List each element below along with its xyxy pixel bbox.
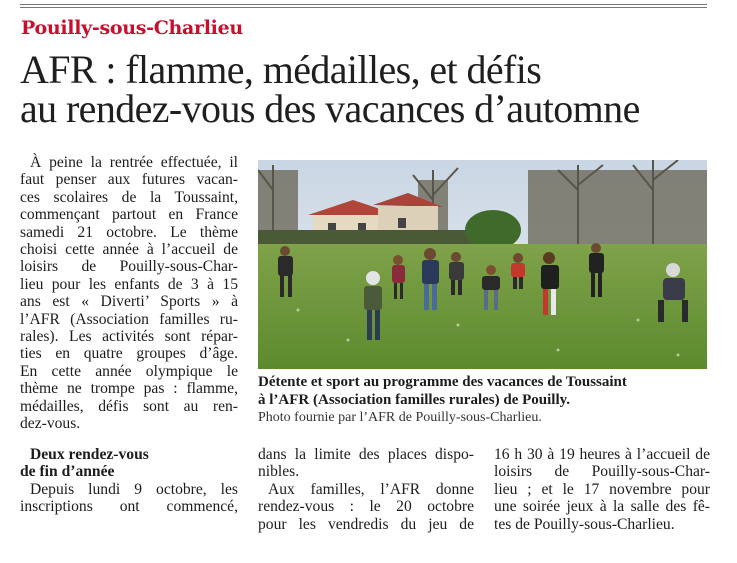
text-line: Aux familles, l’AFR donne <box>268 480 474 498</box>
text-line: ties en quatre groupes d’âge. <box>20 345 238 363</box>
text-line: dez-vous. <box>20 415 81 433</box>
caption-line: Détente et sport au programme des vacances de Toussaint <box>258 374 627 390</box>
paragraph-events <box>258 481 474 533</box>
text-line: ans est « Diverti’ Sports » à <box>20 293 238 311</box>
text-line: 16 h 30 à 19 heures à l’accueil de <box>494 446 710 463</box>
text-line: nibles. <box>258 463 300 481</box>
subheading-line: de fin d’année <box>20 463 115 481</box>
article-photo <box>258 160 707 369</box>
text-line: une soirée jeux à la salle des fê- <box>494 498 710 516</box>
column-3 <box>494 446 710 533</box>
text-line: médailles, défis sont au ren- <box>20 397 238 415</box>
top-rule-secondary <box>20 7 707 8</box>
column-1 <box>20 154 238 516</box>
text-line: l’AFR (Association familles ru- <box>20 310 238 328</box>
text-line: rales). Les activités sont répar- <box>20 328 238 346</box>
text-line: tes de Pouilly-sous-Charlieu. <box>494 515 675 533</box>
headline-line: AFR : flamme, médailles, et défis <box>20 47 542 92</box>
text-line: thème ne trompe pas : flamme, <box>20 380 238 398</box>
text-line: En cette année olympique le <box>20 362 238 380</box>
text-line: loisirs de Pouilly-sous-Char- <box>20 258 238 276</box>
text-line: samedi 21 octobre. Le thème <box>20 223 238 241</box>
subheading-line: Deux rendez-vous <box>30 445 149 463</box>
subheading <box>20 446 238 481</box>
caption-line: à l’AFR (Association familles rurales) de Pouilly. <box>258 391 571 408</box>
paragraph-registration <box>20 481 238 516</box>
paragraph-events-continued <box>494 446 710 533</box>
photo-caption <box>258 374 718 409</box>
column-2 <box>258 446 474 533</box>
photo-credit: Photo fournie par l’AFR de Pouilly-sous-Charlieu. <box>258 410 542 425</box>
headline-line: au rendez-vous des vacances d’automne <box>20 86 640 131</box>
paragraph-intro <box>20 154 238 433</box>
kicker-location: Pouilly-sous-Charlieu <box>21 17 243 39</box>
top-rule <box>20 4 707 5</box>
text-line: commençant partout en France <box>20 206 238 224</box>
text-line: faut penser aux futures vacan- <box>20 171 238 189</box>
text-line: rendez-vous : le 20 octobre <box>258 498 474 516</box>
text-line: lieu pour les enfants de 3 à 15 <box>20 275 238 293</box>
paragraph-availability <box>258 446 474 481</box>
text-line: ces scolaires de la Toussaint, <box>20 188 238 206</box>
text-line: lieu ; et le 17 novembre pour <box>494 480 710 498</box>
text-line: dans la limite des places dispo- <box>258 446 474 463</box>
text-line: pour les vendredis du jeu de <box>258 515 474 533</box>
text-line: choisi cette année à l’accueil de <box>20 241 238 259</box>
headline <box>20 47 720 131</box>
photo-children-playing-on-lawn <box>258 160 707 369</box>
text-line: loisirs de Pouilly-sous-Char- <box>494 463 710 481</box>
text-line: À peine la rentrée effectuée, il <box>30 154 238 171</box>
text-line: Depuis lundi 9 octobre, les <box>30 480 238 498</box>
text-line: inscriptions ont commencé, <box>20 498 238 516</box>
